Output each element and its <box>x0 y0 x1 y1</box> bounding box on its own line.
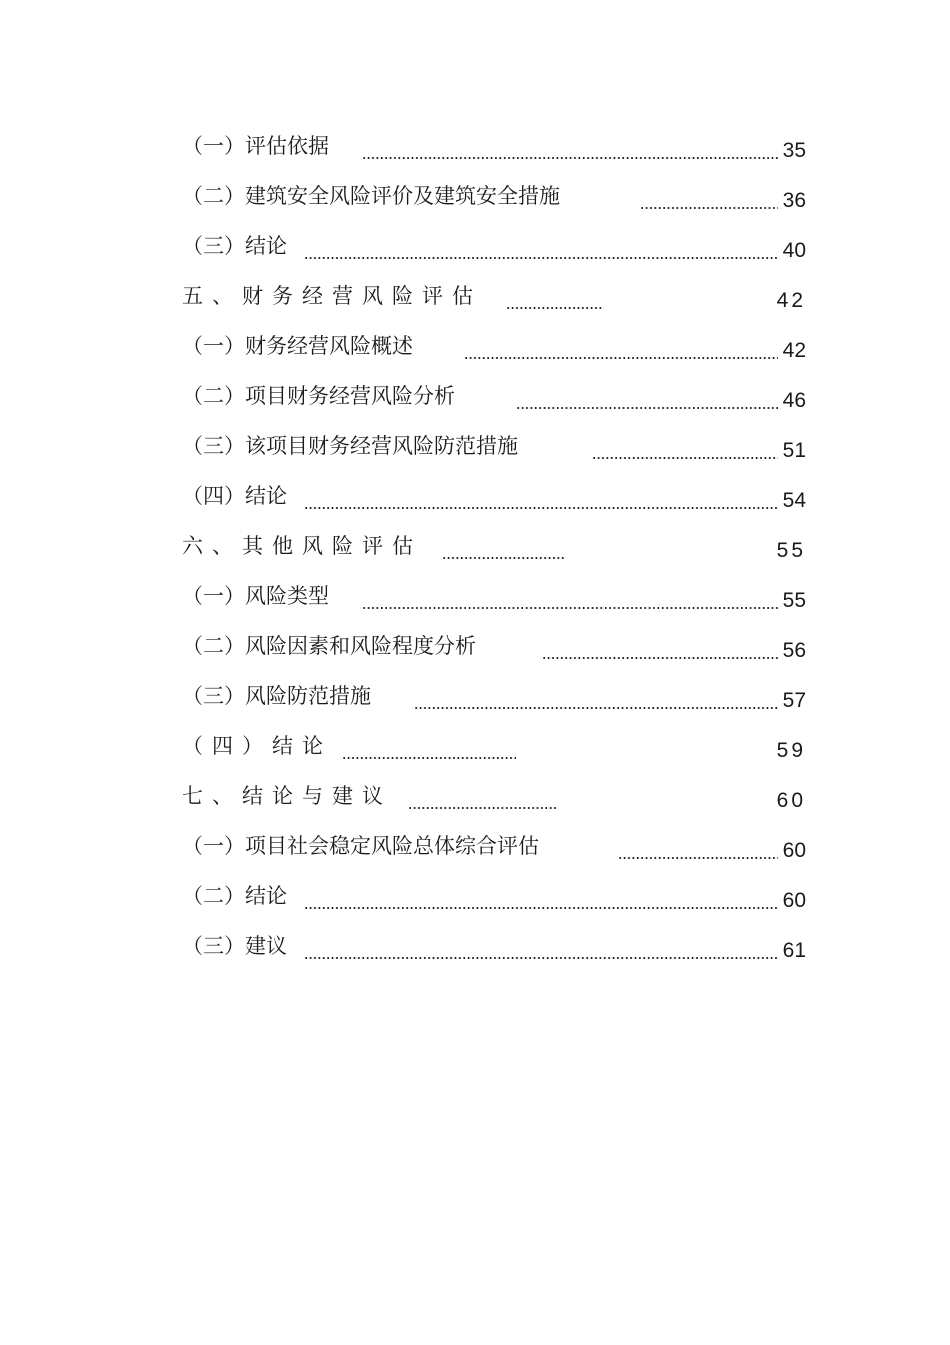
toc-entry-title: （二）建筑安全风险评价及建筑安全措施 <box>182 184 560 208</box>
toc-dot-leader <box>342 757 516 759</box>
toc-entry-title: （一）项目社会稳定风险总体综合评估 <box>182 834 539 858</box>
toc-page-number: 40 <box>782 239 806 262</box>
toc-page-number: 36 <box>782 189 806 212</box>
toc-dot-leader <box>304 907 778 909</box>
toc-dot-leader <box>516 407 778 409</box>
toc-page-number: 56 <box>782 639 806 662</box>
toc-entry-title: （一）风险类型 <box>182 584 329 608</box>
toc-dot-leader <box>592 457 778 459</box>
toc-dot-leader <box>304 507 778 509</box>
toc-page-number: 61 <box>782 939 806 962</box>
toc-dot-leader <box>464 357 778 359</box>
toc-entry-title: （二）风险因素和风险程度分析 <box>182 634 476 658</box>
toc-entry-title: （一）财务经营风险概述 <box>182 334 413 358</box>
toc-entry[interactable] <box>182 182 806 212</box>
toc-entry-title: （二）项目财务经营风险分析 <box>182 384 455 408</box>
toc-chapter-title: 六、其他风险评估 <box>182 534 422 558</box>
toc-entry[interactable] <box>182 132 806 162</box>
toc-entry[interactable] <box>182 882 806 912</box>
toc-entry[interactable] <box>182 732 806 762</box>
toc-dot-leader <box>362 607 778 609</box>
toc-page-number: 59 <box>776 739 806 762</box>
toc-dot-leader <box>640 207 778 209</box>
toc-entry-title: （一）评估依据 <box>182 134 329 158</box>
toc-entry[interactable] <box>182 332 806 362</box>
toc-entry[interactable] <box>182 782 806 812</box>
toc-entry[interactable] <box>182 282 806 312</box>
toc-dot-leader <box>506 307 604 309</box>
toc-entry[interactable] <box>182 932 806 962</box>
toc-page-number: 55 <box>782 589 806 612</box>
toc-entry[interactable] <box>182 582 806 612</box>
toc-page-number: 55 <box>776 539 806 562</box>
toc-page-number: 54 <box>782 489 806 512</box>
toc-dot-leader <box>414 707 778 709</box>
toc-chapter-title: 五、财务经营风险评估 <box>182 284 482 308</box>
toc-entry[interactable] <box>182 632 806 662</box>
toc-entry[interactable] <box>182 482 806 512</box>
toc-entry-title: （三）该项目财务经营风险防范措施 <box>182 434 518 458</box>
toc-dot-leader <box>304 957 778 959</box>
toc-dot-leader <box>304 257 778 259</box>
toc-page-number: 60 <box>782 889 806 912</box>
toc-dot-leader <box>618 857 778 859</box>
toc-entry[interactable] <box>182 382 806 412</box>
toc-page-number: 42 <box>782 339 806 362</box>
toc-page-number: 35 <box>782 139 806 162</box>
toc-entry-title: （三）结论 <box>182 234 287 258</box>
toc-chapter-title: 七、结论与建议 <box>182 784 392 808</box>
toc-entry[interactable] <box>182 832 806 862</box>
toc-page-number: 57 <box>782 689 806 712</box>
toc-entry-title: （四）结论 <box>182 734 332 758</box>
toc-entry[interactable] <box>182 232 806 262</box>
toc-dot-leader <box>442 557 566 559</box>
toc-page-number: 60 <box>782 839 806 862</box>
toc-entry-title: （三）风险防范措施 <box>182 684 371 708</box>
toc-page-number: 46 <box>782 389 806 412</box>
toc-entry-title: （三）建议 <box>182 934 287 958</box>
toc-page-number: 51 <box>782 439 806 462</box>
toc-entry[interactable] <box>182 532 806 562</box>
toc-dot-leader <box>408 807 556 809</box>
toc-entry-title: （二）结论 <box>182 884 287 908</box>
toc-dot-leader <box>362 157 778 159</box>
toc-page-number: 42 <box>776 289 806 312</box>
toc-entry-title: （四）结论 <box>182 484 287 508</box>
toc-entry[interactable] <box>182 432 806 462</box>
toc-entry[interactable] <box>182 682 806 712</box>
toc-dot-leader <box>542 657 778 659</box>
toc-page-number: 60 <box>776 789 806 812</box>
